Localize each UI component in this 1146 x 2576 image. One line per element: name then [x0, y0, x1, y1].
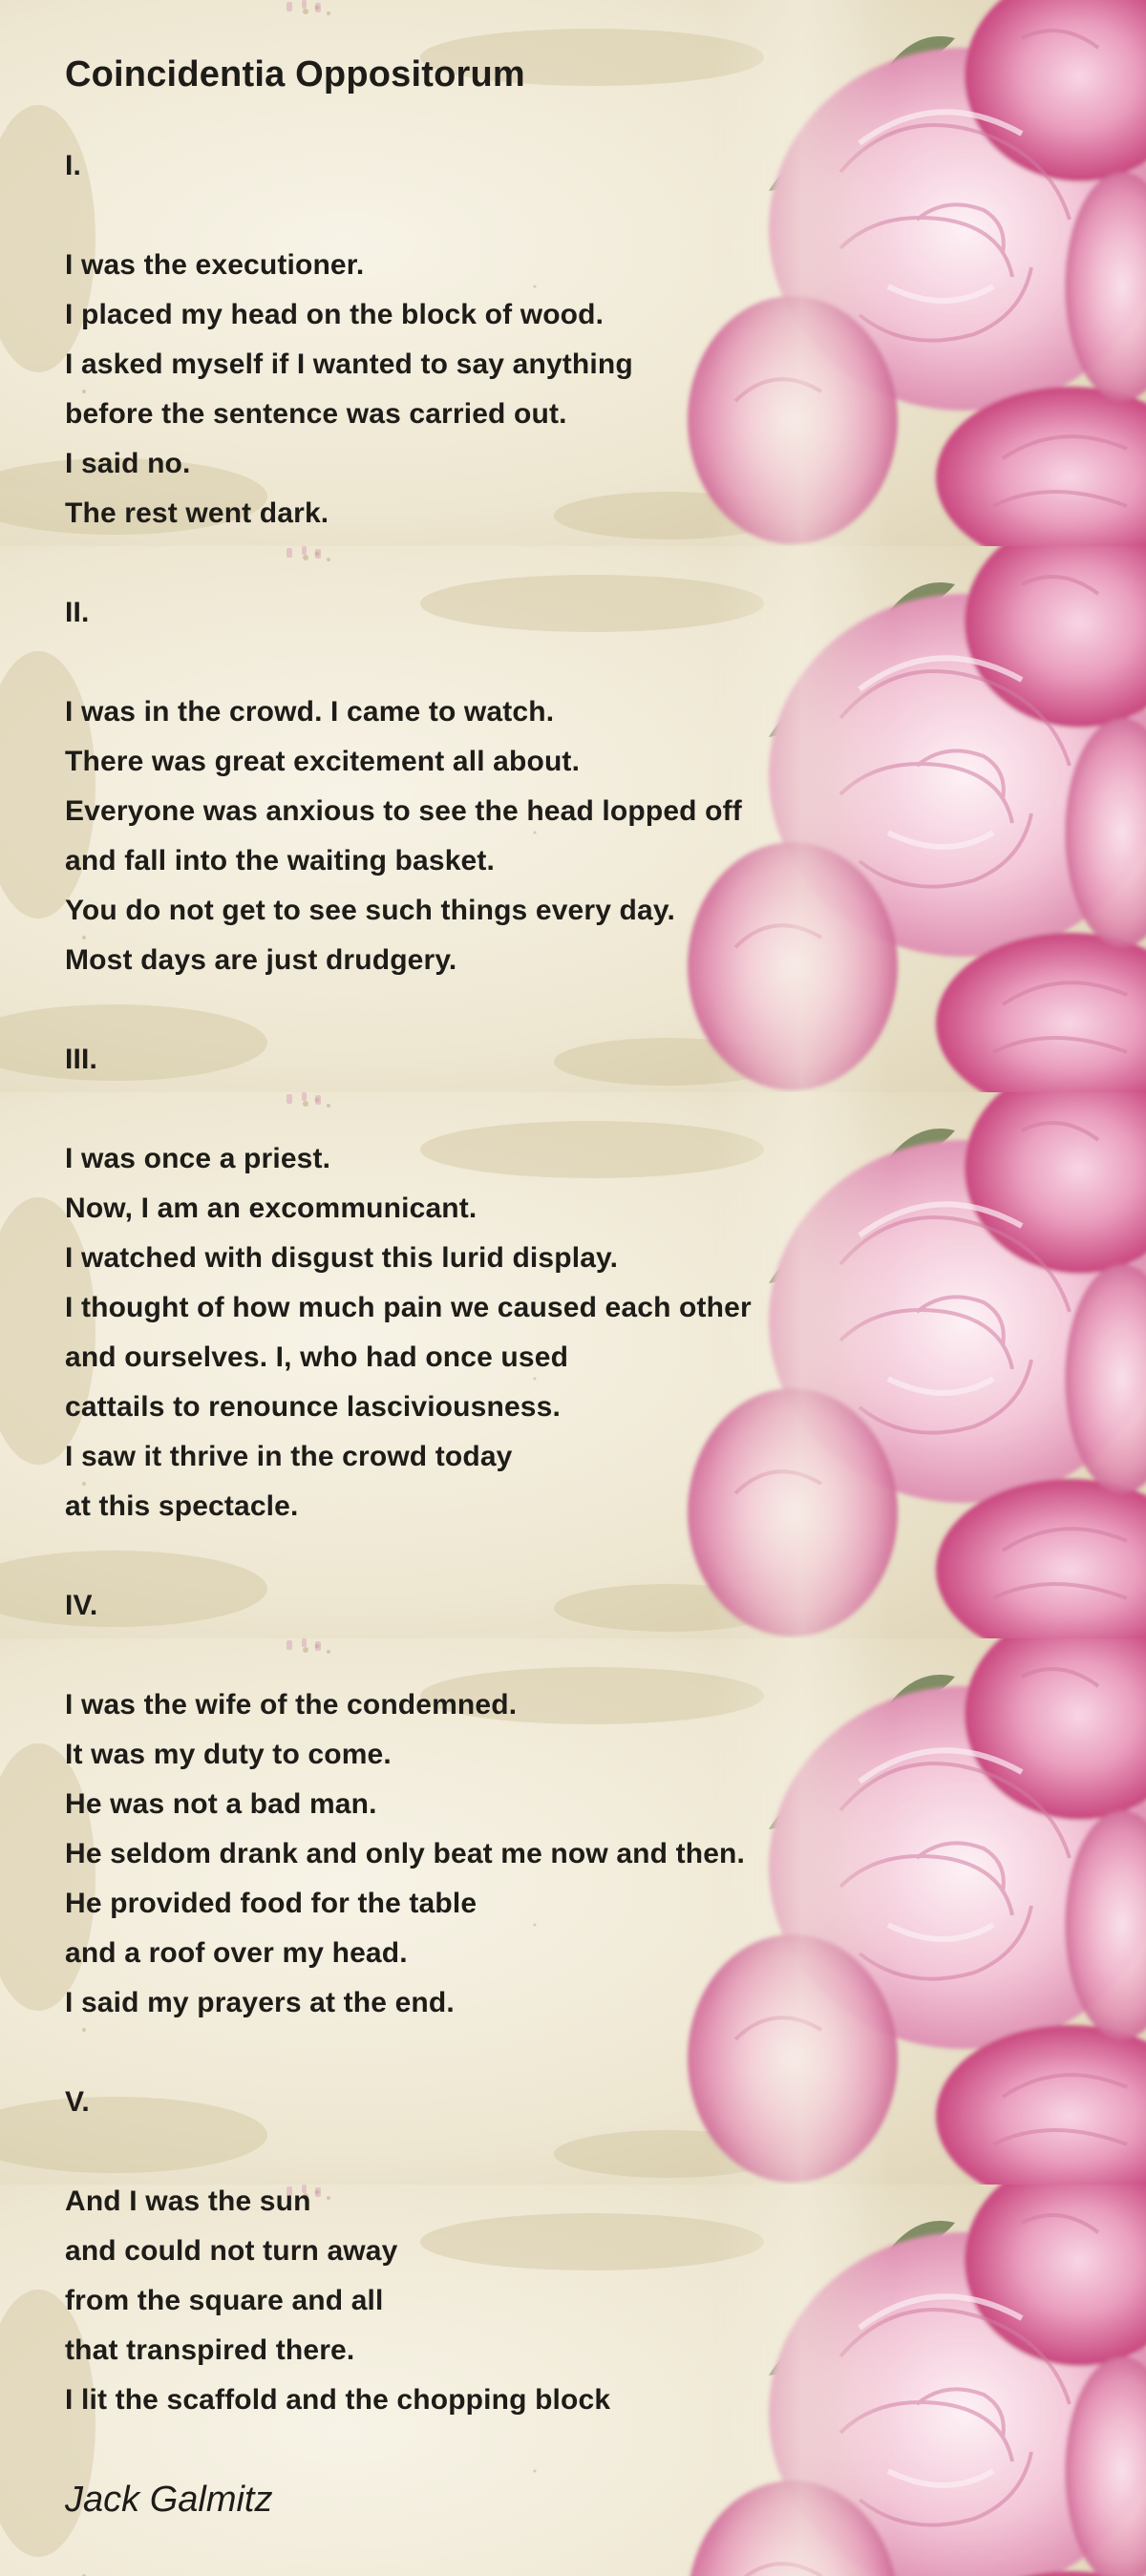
- poem-line: I was once a priest.: [65, 1143, 331, 1174]
- poem-line: And I was the sun: [65, 2185, 311, 2217]
- poem-blank-line: [65, 985, 829, 1035]
- poem-line: He seldom drank and only beat me now and then.: [65, 1838, 746, 1869]
- poem-line: I was the wife of the condemned.: [65, 1689, 518, 1721]
- poem-line: that transpired there.: [65, 2334, 355, 2366]
- poem-line: I said no.: [65, 448, 191, 479]
- poem-line: cattails to renounce lasciviousness.: [65, 1391, 561, 1423]
- poem-line: II.: [65, 597, 90, 628]
- poem-line: and ourselves. I, who had once used: [65, 1341, 569, 1373]
- poem-line: III.: [65, 1044, 97, 1075]
- poem-line: I.: [65, 150, 81, 181]
- poem-line: Now, I am an excommunicant.: [65, 1193, 478, 1224]
- poem-line: and could not turn away: [65, 2235, 398, 2267]
- poem-blank-line: [65, 1085, 829, 1134]
- poem-line: I said my prayers at the end.: [65, 1987, 455, 2018]
- poem-line: I thought of how much pain we caused each other: [65, 1292, 752, 1323]
- poem-line: I lit the scaffold and the chopping block: [65, 2384, 611, 2416]
- poem-line: I saw it thrive in the crowd today: [65, 1441, 513, 1472]
- poem-line: I placed my head on the block of wood.: [65, 299, 605, 330]
- poem-line: He was not a bad man.: [65, 1788, 377, 1820]
- poem-line: before the sentence was carried out.: [65, 398, 567, 430]
- poem-line: Most days are just drudgery.: [65, 944, 457, 976]
- poem-blank-line: [65, 2127, 829, 2177]
- poem-line: The rest went dark.: [65, 497, 329, 529]
- poem-line: from the square and all: [65, 2285, 384, 2316]
- poem-blank-line: [65, 1631, 829, 1680]
- poem-line: IV.: [65, 1590, 98, 1621]
- poem-line: It was my duty to come.: [65, 1739, 392, 1770]
- poem-blank-line: [65, 538, 829, 588]
- poem-line: There was great excitement all about.: [65, 746, 581, 777]
- poem-line: I watched with disgust this lurid display.: [65, 1242, 619, 1274]
- poem-line: I asked myself if I wanted to say anything: [65, 348, 633, 380]
- poem-line: Everyone was anxious to see the head lopped off: [65, 795, 742, 827]
- poem-title: Coincidentia Oppositorum: [65, 54, 525, 95]
- poem-line: He provided food for the table: [65, 1888, 478, 1919]
- poem-line: V.: [65, 2086, 90, 2118]
- poem-line: You do not get to see such things every day.: [65, 895, 675, 926]
- poem-line: at this spectacle.: [65, 1490, 299, 1522]
- poem-line: and fall into the waiting basket.: [65, 845, 495, 876]
- poem-author: Jack Galmitz: [65, 2480, 273, 2520]
- poem-blank-line: [65, 1531, 829, 1581]
- poem-body: [65, 141, 829, 2425]
- poem-line: I was the executioner.: [65, 249, 365, 281]
- poem-blank-line: [65, 638, 829, 687]
- poem-line: I was in the crowd. I came to watch.: [65, 696, 555, 728]
- poem-blank-line: [65, 191, 829, 241]
- poem-line: and a roof over my head.: [65, 1937, 408, 1969]
- poem-blank-line: [65, 2028, 829, 2078]
